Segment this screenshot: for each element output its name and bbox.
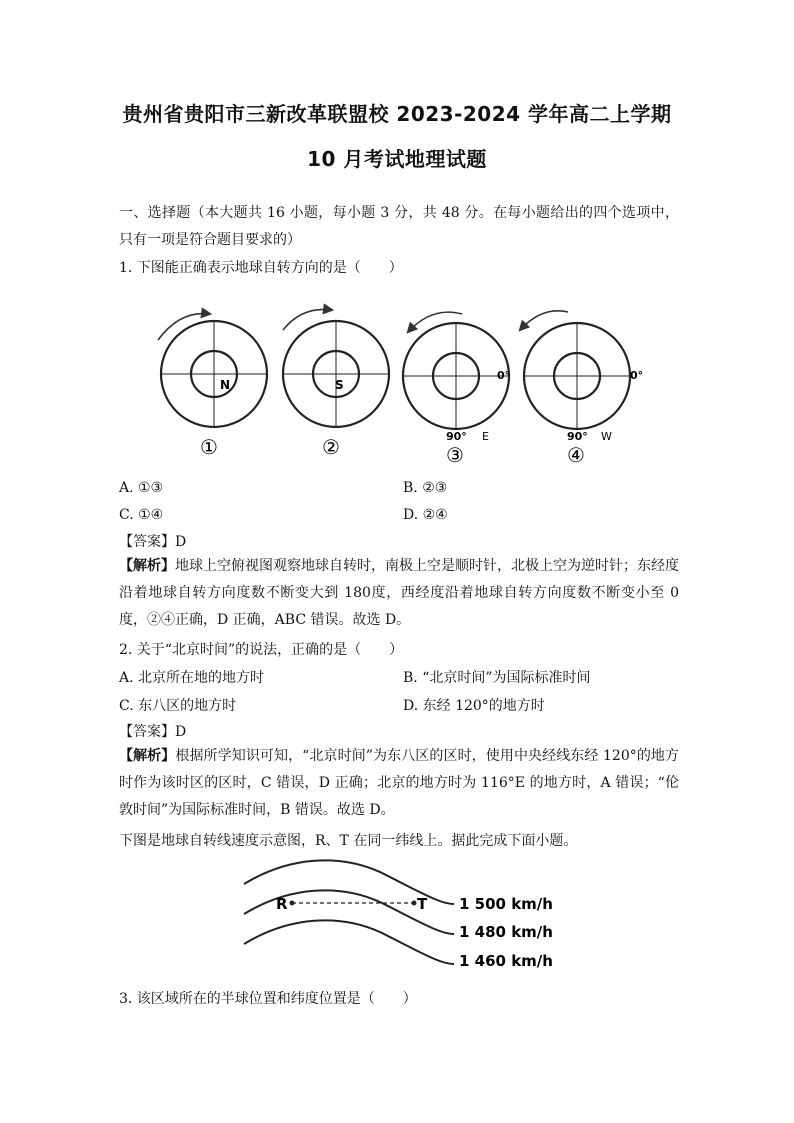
isoline-1460 — [244, 920, 454, 964]
point-t-label: T — [417, 895, 428, 913]
q2-option-d[interactable]: D. 东经 120°的地方时 — [403, 698, 545, 714]
speed-figure — [240, 858, 560, 976]
q1-option-a[interactable]: A. ①③ — [119, 480, 164, 496]
dir-e-label: E — [482, 430, 489, 443]
page-subtitle: 10 月考试地理试题 — [307, 147, 487, 171]
q2-answer: 【答案】D — [119, 724, 187, 740]
diagram-4 — [520, 311, 643, 467]
q1-option-b[interactable]: B. ②③ — [403, 480, 448, 496]
q1-option-c[interactable]: C. ①④ — [119, 507, 164, 523]
diagram-label-2: ② — [322, 435, 340, 459]
q1-stem: 1. 下图能正确表示地球自转方向的是（ ） — [119, 260, 403, 276]
q2-option-c[interactable]: C. 东八区的地方时 — [119, 698, 237, 714]
diagram-label-1: ① — [200, 435, 218, 459]
deg-zero-label-4: 0° — [630, 369, 644, 382]
diagram-3 — [403, 312, 510, 467]
diagram-2 — [283, 309, 389, 459]
diagram-label-4: ④ — [567, 443, 585, 467]
rotation-arrow-4 — [520, 311, 568, 330]
q2-analysis-text: 根据所学知识可知，“北京时间”为东八区的区时，使用中央经线东经 120°的地方时作为该时区的区时，C 错误，D 正确；北京的地方时为 116°E 的地方时，A 错误；“伦敦时间”为国际标准时间，B 错误。故选 D。 — [119, 748, 680, 818]
deg-90-label-3: 90° — [446, 430, 467, 443]
q2-option-b[interactable]: B. “北京时间”为国际标准时间 — [403, 670, 591, 686]
q1-analysis — [119, 553, 679, 634]
speed-label-1500: 1 500 km/h — [459, 895, 553, 913]
page-title: 贵州省贵阳市三新改革联盟校 2023-2024 学年高二上学期 — [122, 102, 672, 126]
q1-analysis-label: 【解析】 — [119, 558, 175, 574]
deg-90-label-4: 90° — [567, 430, 588, 443]
point-r-label: R — [276, 895, 288, 913]
q2-analysis-label: 【解析】 — [119, 748, 176, 764]
figure-intro: 下图是地球自转线速度示意图，R、T 在同一纬线上。据此完成下面小题。 — [119, 833, 578, 849]
deg-zero-label-3: 0° — [497, 369, 511, 382]
speed-label-1460: 1 460 km/h — [459, 952, 553, 970]
q2-stem: 2. 关于“北京时间”的说法，正确的是（ ） — [119, 642, 404, 658]
rotation-figure — [140, 292, 660, 472]
section-intro: 一、选择题（本大题共 16 小题，每小题 3 分，共 48 分。在每小题给出的四个选项中，只有一项是符合题目要求的） — [119, 205, 679, 248]
q1-answer: 【答案】D — [119, 534, 187, 550]
rotation-arrow-1 — [158, 314, 210, 340]
q2-option-a[interactable]: A. 北京所在地的地方时 — [119, 670, 265, 686]
dir-w-label: W — [601, 430, 612, 443]
q1-analysis-text: 地球上空俯视图观察地球自转时，南极上空是顺时针，北极上空为逆时针；东经度沿着地球自转方向度数不断变大到 180度，西经度沿着地球自转方向度数不断变小至 0度，②④正确，D 正确，ABC 错误。故选 D。 — [119, 558, 679, 628]
speed-label-1480: 1 480 km/h — [459, 923, 553, 941]
q2-analysis — [119, 743, 679, 824]
pole-label-s: S — [335, 378, 344, 392]
rotation-arrow-2 — [283, 309, 332, 330]
pole-label-n: N — [220, 378, 231, 392]
q1-option-d[interactable]: D. ②④ — [403, 507, 448, 523]
point-t-dot — [412, 901, 417, 906]
diagram-1 — [158, 314, 267, 459]
q3-stem: 3. 该区域所在的半球位置和纬度位置是（ ） — [119, 991, 417, 1007]
diagram-label-3: ③ — [446, 443, 464, 467]
point-r-dot — [290, 901, 295, 906]
